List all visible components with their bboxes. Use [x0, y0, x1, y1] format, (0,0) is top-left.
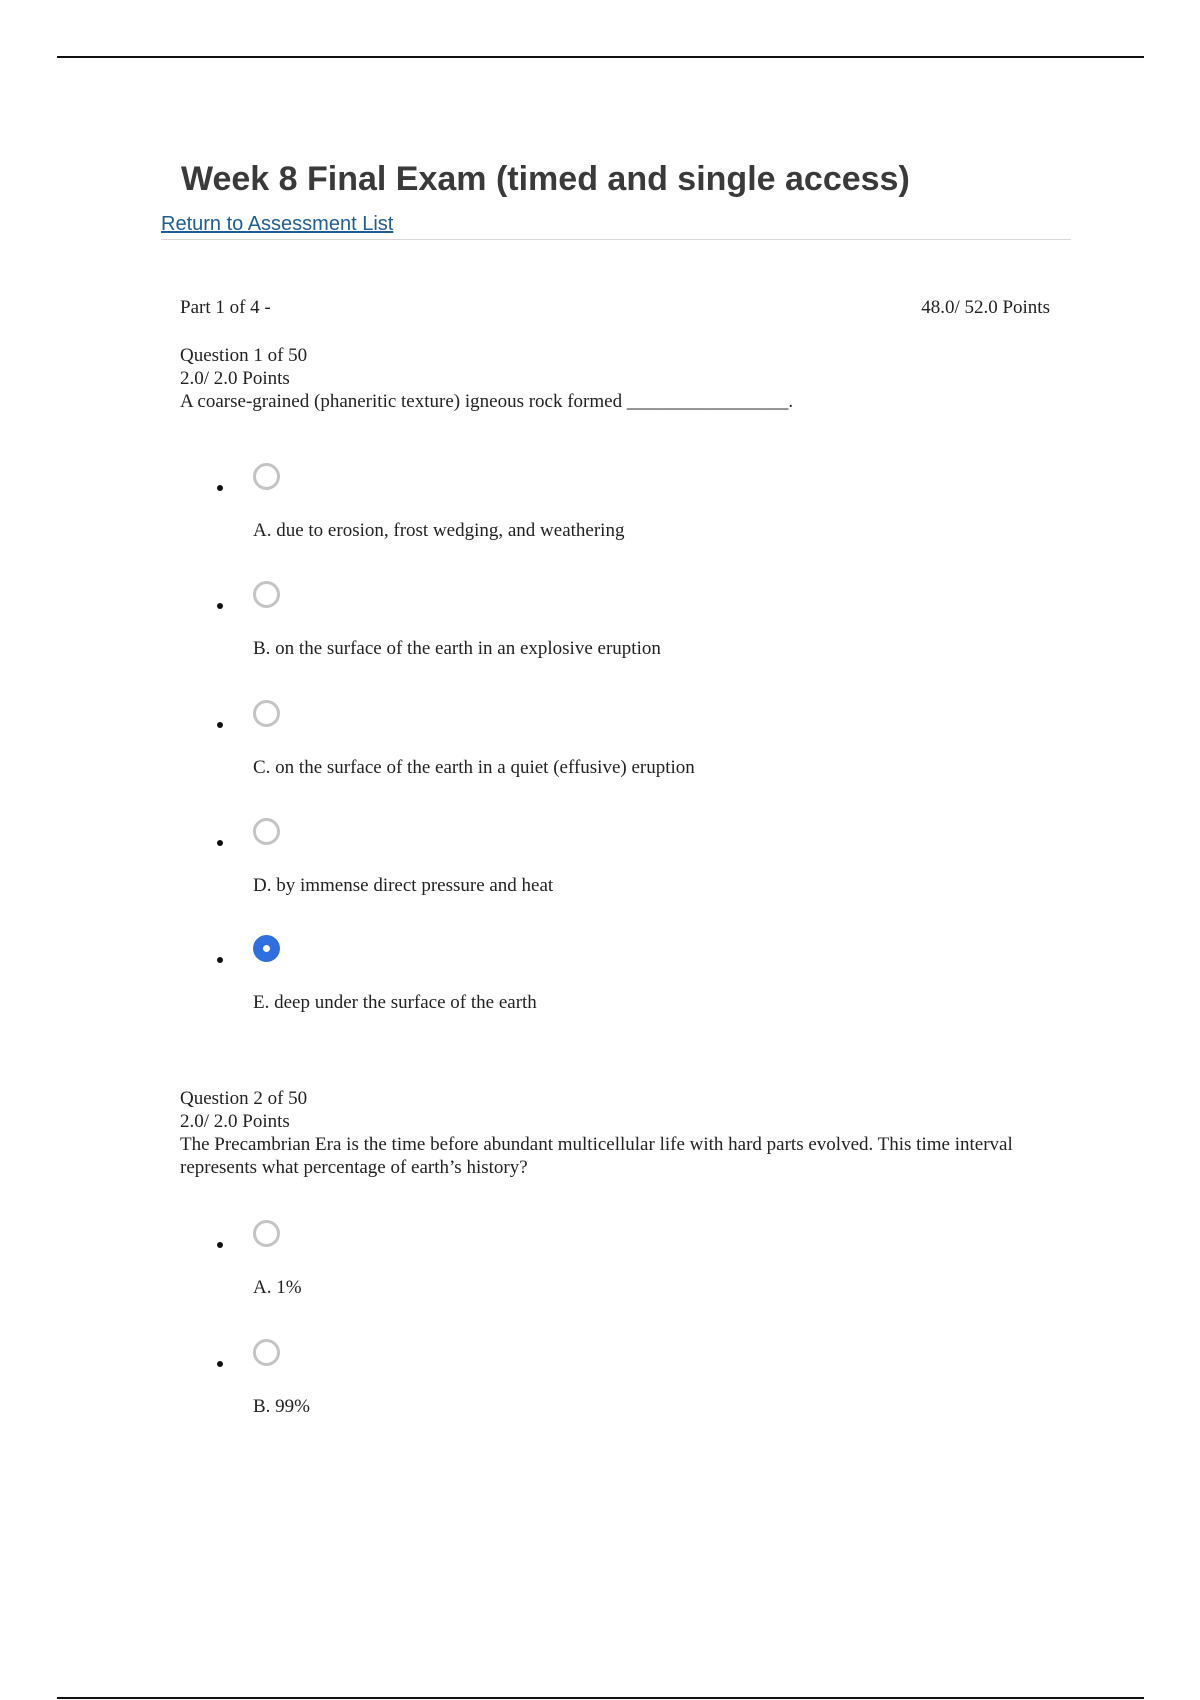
choice-label: A. due to erosion, frost wedging, and weathering: [253, 520, 625, 541]
radio-button[interactable]: [253, 700, 280, 727]
choice-label: B. 99%: [253, 1396, 310, 1417]
question-number: Question 1 of 50: [180, 345, 308, 366]
bullet: [217, 957, 223, 963]
question-2: [180, 1087, 1040, 1417]
part-points: 48.0/ 52.0 Points: [921, 297, 1050, 318]
page-title: Week 8 Final Exam (timed and single access): [181, 160, 910, 198]
question-points: 2.0/ 2.0 Points: [180, 368, 290, 389]
choice-label: C. on the surface of the earth in a quiet (effusive) eruption: [253, 757, 695, 778]
choice-label: E. deep under the surface of the earth: [253, 992, 537, 1013]
question-number: Question 2 of 50: [180, 1088, 308, 1109]
bullet: [217, 840, 223, 846]
bullet: [217, 722, 223, 728]
choice-d[interactable]: [180, 833, 980, 933]
question-text: The Precambrian Era is the time before abundant multicellular life with hard parts evolved. This time interval represents what percentage of earth’s history?: [180, 1134, 1013, 1178]
bullet: [217, 603, 223, 609]
question-1: [180, 344, 1040, 1013]
radio-button[interactable]: [253, 1339, 280, 1366]
bullet: [217, 1361, 223, 1367]
choice-c[interactable]: [180, 715, 980, 815]
radio-button[interactable]: [253, 818, 280, 845]
radio-button[interactable]: [253, 581, 280, 608]
part-label: Part 1 of 4 -: [180, 297, 271, 318]
radio-button-selected[interactable]: [253, 935, 280, 962]
choice-b[interactable]: [180, 596, 980, 696]
bullet: [217, 1242, 223, 1248]
title-divider: [161, 239, 1071, 240]
radio-button[interactable]: [253, 463, 280, 490]
choice-label: D. by immense direct pressure and heat: [253, 875, 554, 896]
question-text: A coarse-grained (phaneritic texture) igneous rock formed _________________.: [180, 391, 794, 412]
return-to-assessment-list-link[interactable]: Return to Assessment List: [161, 213, 394, 235]
page-bottom-rule: [57, 1697, 1144, 1699]
choice-label: A. 1%: [253, 1277, 302, 1298]
bullet: [217, 485, 223, 491]
question-points: 2.0/ 2.0 Points: [180, 1111, 290, 1132]
choice-a[interactable]: [180, 478, 980, 578]
page-top-rule: [57, 56, 1144, 58]
choice-b[interactable]: [180, 1354, 980, 1454]
choice-a[interactable]: [180, 1235, 980, 1335]
choice-e[interactable]: [180, 950, 980, 1050]
radio-button[interactable]: [253, 1220, 280, 1247]
choice-label: B. on the surface of the earth in an explosive eruption: [253, 638, 661, 659]
